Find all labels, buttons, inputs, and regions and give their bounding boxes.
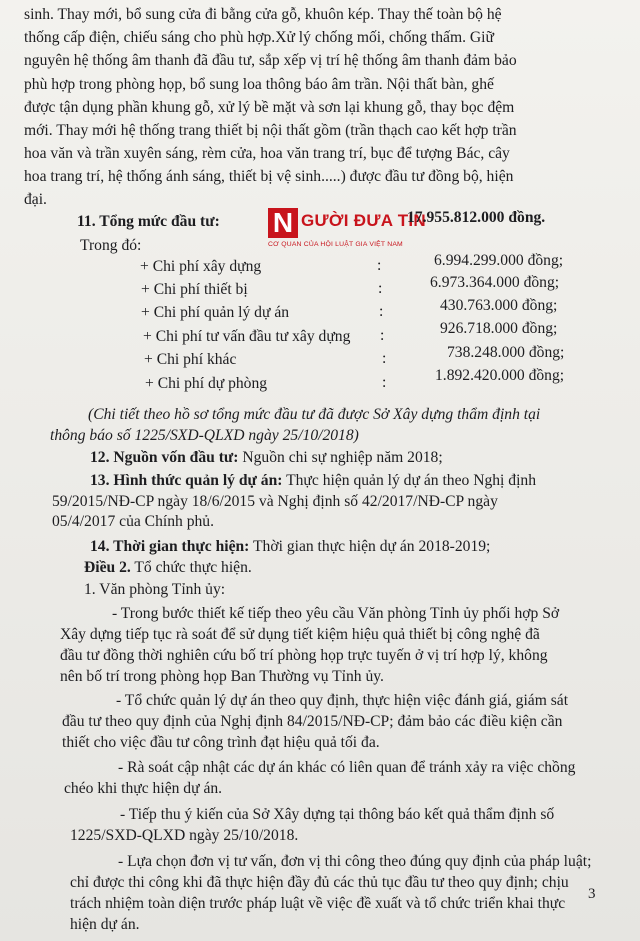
section-11-intro: Trong đó:	[80, 237, 142, 254]
bullet-line: - Tổ chức quản lý dự án theo quy định, thực hiện việc đánh giá, giám sát	[116, 692, 569, 709]
cost-item-label: + Chi phí dự phòng	[145, 375, 268, 392]
section-14-title: 14. Thời gian thực hiện:	[90, 538, 250, 555]
bullet-line: - Rà soát cập nhật các dự án khác có liên quan để tránh xảy ra việc chồng	[118, 759, 576, 776]
cost-item-label: + Chi phí tư vấn đầu tư xây dựng	[143, 328, 351, 345]
total-investment: 17.955.812.000 đồng.	[407, 209, 546, 226]
article-2	[84, 558, 252, 578]
cost-item-amount: 6.994.299.000 đồng;	[434, 252, 564, 269]
bullet-line: - Trong bước thiết kế tiếp theo yêu cầu Văn phòng Tỉnh ủy phối hợp Sở	[112, 605, 560, 622]
section-14	[90, 537, 490, 557]
bullet-line: 1225/SXD-QLXD ngày 25/10/2018.	[70, 827, 299, 844]
cost-item-colon: :	[380, 327, 385, 344]
bullet-line: Xây dựng tiếp tục rà soát để sử dụng tiết kiệm hiệu quả thiết bị công nghệ đã	[60, 626, 540, 643]
section-14-text: Thời gian thực hiện dự án 2018-2019;	[253, 538, 491, 555]
logo-name: GƯỜI ĐƯA TIN	[301, 211, 427, 230]
paragraph-line: phù hợp trong phòng họp, bổ sung loa thông báo âm trần. Nội thất bàn, ghế	[24, 76, 494, 93]
section-13-title: 13. Hình thức quản lý dự án:	[90, 472, 283, 489]
bullet-line: - Tiếp thu ý kiến của Sở Xây dựng tại thông báo kết quả thẩm định số	[120, 806, 555, 823]
paragraph-line: nguyên hệ thống âm thanh đã đầu tư, sắp xếp vị trí hệ thống âm thanh đảm bảo	[24, 52, 517, 69]
bullet-line: - Lựa chọn đơn vị tư vấn, đơn vị thi công theo đúng quy định của pháp luật;	[118, 853, 592, 870]
cost-item-label: + Chi phí khác	[144, 351, 237, 368]
paragraph-line: sinh. Thay mới, bổ sung cửa đi bằng cửa gỗ, khuôn kép. Thay thế toàn bộ hệ	[24, 6, 502, 23]
bullet-line: nên bố trí trong phòng họp Ban Thường vụ Tỉnh ủy.	[60, 668, 384, 685]
appraisal-note: (Chi tiết theo hồ sơ tổng mức đầu tư đã được Sở Xây dựng thẩm định tại	[88, 406, 541, 423]
appraisal-note: thông báo số 1225/SXD-QLXD ngày 25/10/2018)	[50, 427, 359, 444]
section-13-line: 59/2015/NĐ-CP ngày 18/6/2015 và Nghị định số 42/2017/NĐ-CP ngày	[52, 493, 498, 510]
bullet-line: hiện dự án.	[70, 916, 140, 933]
paragraph-line: được tận dụng phần khung gỗ, xử lý bề mặt và sơn lại khung gỗ, thay bọc đệm	[24, 99, 515, 116]
bullet-line: đầu tư đồng thời nghiên cứu bố trí phòng họp trực tuyến ở vị trí hợp lý, không	[60, 647, 548, 664]
article-2-title: Điều 2.	[84, 559, 131, 576]
cost-item-amount: 430.763.000 đồng;	[440, 297, 558, 314]
cost-item-label: + Chi phí thiết bị	[141, 281, 248, 298]
cost-item-colon: :	[377, 257, 382, 274]
bullet-line: thiết cho việc đầu tư công trình đạt hiệu quả tối đa.	[62, 734, 380, 751]
section-11-title: 11. Tổng mức đầu tư:	[77, 213, 220, 230]
section-13-text: Thực hiện quản lý dự án theo Nghị định	[286, 472, 537, 489]
cost-item-colon: :	[378, 280, 383, 297]
bullet-line: đầu tư theo quy định của Nghị định 84/2015/NĐ-CP; đảm bảo các điều kiện cần	[62, 713, 563, 730]
cost-item-label: + Chi phí xây dựng	[140, 258, 262, 275]
paragraph-line: hoa trang trí, hệ thống ánh sáng, thiết bị vệ sinh.....) được đầu tư đồng bộ, hiện	[24, 168, 514, 185]
bullet-line: chéo khi thực hiện dự án.	[64, 780, 223, 797]
logo-subtitle: CƠ QUAN CỦA HỘI LUẬT GIA VIỆT NAM	[268, 241, 403, 248]
cost-item-amount: 926.718.000 đồng;	[440, 320, 558, 337]
cost-item-amount: 1.892.420.000 đồng;	[435, 367, 565, 384]
paragraph-line: thống cấp điện, chiếu sáng cho phù hợp.Xử lý chống mối, chống thấm. Giữ	[24, 29, 494, 46]
paragraph-line: mới. Thay mới hệ thống trang thiết bị nội thất gồm (trần thạch cao kết hợp trần	[24, 122, 517, 139]
section-13	[90, 471, 536, 491]
cost-item-colon: :	[379, 303, 384, 320]
section-12-text: Nguồn chi sự nghiệp năm 2018;	[242, 449, 443, 466]
nguoi-dua-tin-logo	[268, 207, 427, 252]
office-heading: 1. Văn phòng Tỉnh ủy:	[84, 581, 226, 598]
paragraph-line: hoa văn và trần xuyên sáng, rèm cửa, hoa văn trang trí, bục để tượng Bác, cây	[24, 145, 510, 162]
cost-item-amount: 738.248.000 đồng;	[447, 344, 565, 361]
bullet-line: chỉ được thi công khi đã thực hiện đầy đủ các thủ tục đầu tư theo quy định; chịu	[70, 874, 569, 891]
section-12	[90, 448, 443, 468]
bullet-line: trách nhiệm toàn diện trước pháp luật về việc đề xuất và tổ chức triển khai thực	[70, 895, 566, 912]
cost-item-colon: :	[382, 374, 387, 391]
page-number: 3	[588, 886, 596, 902]
article-2-text: Tổ chức thực hiện.	[134, 559, 252, 576]
paragraph-line: đại.	[24, 191, 47, 208]
cost-item-colon: :	[382, 350, 387, 367]
logo-letter: N	[268, 208, 298, 238]
cost-item-amount: 6.973.364.000 đồng;	[430, 274, 560, 291]
section-12-title: 12. Nguồn vốn đầu tư:	[90, 449, 239, 466]
section-13-line: 05/4/2017 của Chính phủ.	[52, 513, 214, 530]
cost-item-label: + Chi phí quản lý dự án	[141, 304, 290, 321]
